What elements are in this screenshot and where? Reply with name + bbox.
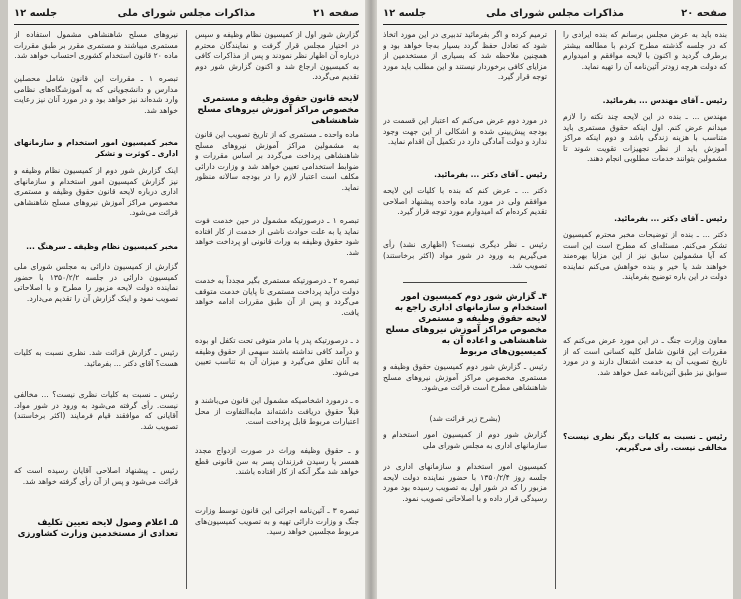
speaker-line: رئیس ـ نسبت به کلیات دیگر نظری نیست؟ مخالفی نیست. رأی می‌گیریم.: [563, 432, 727, 452]
paragraph: دکتر ... ـ عرض کنم که بنده با کلیات این لایحه موافقم ولی در مورد ماده واحده پیشنهاد اصلاحی تقدیم کرده‌ام که امیدوارم مورد توجه قرار گیرد.: [383, 186, 547, 217]
right-page-number: صفحه ۲۰: [681, 8, 727, 19]
book-gutter: [365, 0, 377, 599]
speaker-line: رئیس ـ آقای دکتر ... بفرمائید.: [434, 170, 547, 179]
paragraph: گزارش شور دوم از کمیسیون امور استخدام و سازمانهای اداری به مجلس شورای ملی: [383, 430, 547, 450]
paragraph: رئیس ـ نسبت به کلیات نظری نیست؟ ... مخالفی نیست. رأی گرفته می‌شود به ورود در شور مواد. آقایانی که موافقند قیام فرمایند (اکثر برخاستند) تصویب شد.: [14, 390, 178, 431]
right-page-left-column: [383, 30, 547, 591]
left-page-right-column: [195, 30, 359, 591]
paragraph: و ـ حقوق وظیفه وراث در صورت ازدواج مجدد همسر یا رسیدن فرزندان پسر به سن قانونی قطع خواهد شد مگر آنکه از کار افتاده باشند.: [195, 446, 359, 477]
right-page-column-rule: [555, 30, 556, 589]
paragraph: گزارش از کمیسیون دارائی به مجلس شورای ملی کمیسیون دارائی در جلسه ۱۳۵۰/۲/۲ با حضور نماینده دولت لایحه مزبور را مطرح و با اصلاحاتی تصویب نمود و اینک گزارش آن را تقدیم می‌دارد.: [14, 262, 178, 303]
paragraph: تبصره ۱ ـ درصورتیکه مشمول در حین خدمت فوت نماید یا به علت حوادث ناشی از خدمت از کار افتاده شود حقوق وظیفه به وراث قانونی او پرداخت خواهد شد.: [195, 216, 359, 257]
signature-line: مخبر کمیسیون نظام وظیفه ـ سرهنگ ...: [26, 242, 178, 251]
speaker-line: رئیس ـ آقای مهندس ... بفرمائید.: [602, 96, 727, 105]
paragraph: ترمیم کرده و اگر بفرمائید تدبیری در این مورد اتخاذ شود که تعادل حفظ گردد بسیار به‌جا خواهد بود و همچنین ملاحظه شد که بسیاری از مستخدمین از مزایای کافی برخوردار نیستند و این مطلب باید مورد توجه قرار گیرد.: [383, 30, 547, 82]
paragraph: مهندس ... ـ بنده در این لایحه چند نکته را لازم میدانم عرض کنم. اول اینکه حقوق مستمری باید متناسب با هزینه زندگی باشد و دوم اینکه مراکز آموزش باید از نظر تجهیزات تقویت شوند تا مشمولین بتوانند خدمات مطلوبی انجام دهند.: [563, 112, 727, 164]
left-page-left-column: [14, 30, 178, 591]
section-divider: [403, 282, 527, 283]
paragraph: گزارش شور اول از کمیسیون نظام وظیفه و سپس در اختیار مجلس قرار گرفت و نمایندگان محترم درباره آن اظهار نظر نمودند و پس از مذاکرات کافی به کمیسیون ارجاع شد و اکنون گزارش شور دوم تقدیم می‌گردد.: [195, 30, 359, 82]
paragraph: اینک گزارش شور دوم از کمیسیون نظام وظیفه و نیز گزارش کمیسیون امور استخدام و سازمانهای اداری درباره لایحه قانون حقوق وظیفه و مستمری مخصوص مراکز آموزش نیروهای مسلح شاهنشاهی قرائت می‌شود.: [14, 166, 178, 218]
right-page-running-title: مذاکرات مجلس شورای ملی: [486, 8, 624, 19]
right-page-session: جلسه ۱۲: [383, 8, 427, 19]
right-page-right-column: [563, 30, 727, 591]
left-page-header: [14, 8, 359, 25]
speaker-line: رئیس ـ آقای دکتر ... بفرمائید.: [614, 214, 727, 223]
section-heading: لایحه قانون حقوق وظیفه و مستمری مخصوص مراکز آموزش نیروهای مسلح شاهنشاهی: [197, 94, 359, 126]
section-heading: ۵ـ اعلام وصول لایحه تعیین تکلیف تعدادی از مستخدمین وزارت کشاورزی: [17, 518, 178, 539]
left-page: [8, 0, 365, 599]
paragraph: معاون وزارت جنگ ـ در این مورد عرض می‌کنم که مقررات این قانون شامل کلیه کسانی است که از تاریخ تصویب آن به خدمت اشتغال دارند و در مورد سوابق نیز طبق آئین‌نامه عمل خواهد شد.: [563, 336, 727, 377]
paragraph: د ـ درصورتیکه پدر یا مادر متوفی تحت تکفل او بوده و درآمد کافی نداشته باشند سهمی از حقوق وظیفه به آنان تعلق می‌گیرد و میزان آن به تناسب تعیین می‌شود.: [195, 336, 359, 377]
paragraph: بنده باید به عرض مجلس برسانم که بنده ایرادی را که در جلسه گذشته مطرح کردم با مطالعه بیشتر برطرف گردید و اکنون با لایحه موافقم و امیدوارم که دولت هرچه زودتر آئین‌نامه آن را تهیه نماید.: [563, 30, 727, 71]
paragraph: ه ـ درمورد اشخاصیکه مشمول این قانون می‌باشند و قبلاً حقوق دریافت داشته‌اند مابه‌التفاوت از محل اعتبارات مربوط قابل پرداخت است.: [195, 396, 359, 427]
paragraph: دکتر ... ـ بنده از توضیحات مخبر محترم کمیسیون تشکر می‌کنم. مسئله‌ای که مطرح است این است که آیا مشمولین سابق نیز از این مزایا بهره‌مند خواهند شد یا خیر و بنده خواهش می‌کنم نماینده دولت در این باره توضیح بفرمایند.: [563, 230, 727, 282]
paragraph: رئیس ـ نظر دیگری نیست؟ (اظهاری نشد) رأی می‌گیریم به ورود در شور مواد (اکثر برخاستند) تصویب شد.: [383, 240, 547, 271]
section-heading: ۴ـ گزارش شور دوم کمیسیون امور استخدام و سازمانهای اداری راجع به لایحه حقوق وظیفه و مستمری مخصوص مراکز آموزش نیروهای مسلح شاهنشاهی و اعاده آن به کمیسیون‌های مربوط: [385, 292, 547, 357]
paragraph: نیروهای مسلح شاهنشاهی مشمول استفاده از مستمری میباشند و مستمری مقرر بر طبق مقررات ماده ۲۰ قانون استخدام کشوری احتساب خواهد شد.: [14, 30, 178, 61]
paragraph: تبصره ۱ ـ مقررات این قانون شامل محصلین مدارس و دانشجویانی که به آموزشگاه‌های نظامی وارد شده‌اند نیز خواهد بود و در مورد آنان نیز رعایت خواهد شد.: [14, 74, 178, 115]
paragraph: ماده واحده ـ مستمری که از تاریخ تصویب این قانون به مشمولین مراکز آموزش نیروهای مسلح شاهنشاهی پرداخت می‌گردد بر اساس مقررات و ضوابط استخدامی تعیین خواهد شد و وزارت دارائی مکلف است اعتبار لازم را در بودجه سالانه منظور نماید.: [195, 130, 359, 192]
paragraph: رئیس ـ گزارش قرائت شد. نظری نسبت به کلیات هست؟ آقای دکتر ... بفرمائید.: [14, 348, 178, 368]
paragraph: رئیس ـ پیشنهاد اصلاحی آقایان رسیده است که قرائت می‌شود و پس از آن رأی گرفته خواهد شد.: [14, 466, 178, 486]
left-page-running-title: مذاکرات مجلس شورای ملی: [117, 8, 256, 19]
paragraph: رئیس ـ گزارش شور دوم کمیسیون حقوق وظیفه و مستمری مخصوص مراکز آموزش نیروهای مسلح شاهنشاهی مطرح است قرائت می‌شود.: [383, 362, 547, 393]
paragraph: در مورد دوم عرض می‌کنم که اعتبار این قسمت در بودجه پیش‌بینی شده و اشکالی از این جهت وجود ندارد و دولت آمادگی دارد در تکمیل آن اقدام نماید.: [383, 116, 547, 147]
right-page-edge: [733, 0, 741, 599]
signature-line: مخبر کمیسیون امور استخدام و سازمانهای اداری ـ کوثرت و تشکر: [14, 138, 178, 158]
paragraph: تبصره ۳ ـ آئین‌نامه اجرائی این قانون توسط وزارت جنگ و وزارت دارائی تهیه و به تصویب کمیسیون‌های مربوط مجلسین خواهد رسید.: [195, 506, 359, 537]
note-line: (بشرح زیر قرائت شد): [429, 414, 501, 423]
paragraph: تبصره ۲ ـ درصورتیکه مستمری بگیر مجدداً به خدمت دولت درآید پرداخت مستمری تا پایان خدمت متوقف می‌گردد و پس از آن طبق مقررات ادامه خواهد یافت.: [195, 276, 359, 317]
paragraph: کمیسیون امور استخدام و سازمانهای اداری در جلسه روز ۱۳۵۰/۲/۴ با حضور نماینده دولت لایحه مزبور را که در شور اول به تصویب رسیده بود مورد رسیدگی قرار داده و با اصلاحاتی تصویب نمود.: [383, 462, 547, 503]
left-page-edge: [0, 0, 8, 599]
right-page: [377, 0, 733, 599]
left-page-session: جلسه ۱۲: [14, 8, 58, 19]
left-page-number: صفحه ۲۱: [313, 8, 359, 19]
left-page-column-rule: [186, 30, 187, 589]
right-page-header: [383, 8, 727, 25]
